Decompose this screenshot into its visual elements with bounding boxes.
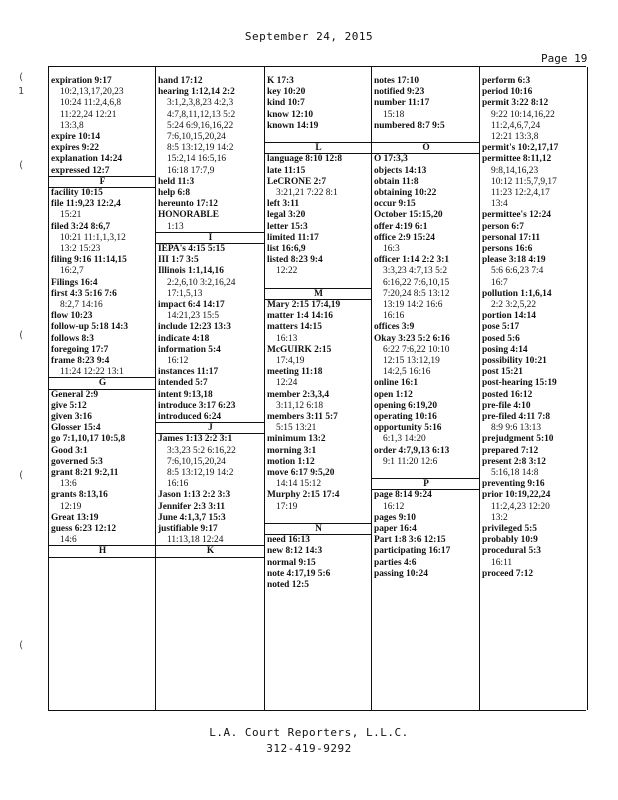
index-entry: pre-file 4:10 (482, 400, 531, 411)
index-column-2 (155, 67, 265, 710)
index-entry: objects 14:13 (374, 165, 427, 176)
index-entry: McGUIRK 2:15 (267, 344, 332, 355)
index-section-letter: J (208, 423, 213, 434)
index-entry: instances 11:17 (158, 367, 219, 378)
margin-mark: ( (18, 330, 25, 341)
index-entry: Jennifer 2:3 3:11 (158, 501, 226, 512)
index-entry: members 3:11 5:7 (267, 412, 338, 422)
index-entry-continuation: 13:2 15:23 (60, 244, 101, 254)
index-entry: known 14:19 (267, 120, 319, 131)
index-entry: impact 6:4 14:17 (158, 300, 225, 310)
index-entry: morning 3:1 (267, 445, 317, 456)
index-grid (48, 66, 586, 711)
margin-mark: ( (18, 72, 25, 83)
index-section-letter: F (99, 176, 106, 187)
index-entry: file 11:9,23 12:2,4 (51, 199, 121, 210)
index-entry: expire 10:14 (51, 132, 101, 142)
index-entry-continuation: 3:11,12 6:18 (276, 400, 324, 411)
index-entry: office 2:9 15:24 (374, 232, 435, 243)
index-entry: hand 17:12 (158, 76, 203, 86)
index-entry: post 15:21 (482, 367, 523, 378)
index-entry-continuation: 5:24 6:9,16,16,22 (167, 120, 234, 131)
index-entry-continuation: 13:4 (491, 199, 508, 210)
index-entry-continuation: 16:18 17:7,9 (167, 165, 215, 176)
index-entry-continuation: 12:21 13:3,8 (491, 132, 539, 142)
index-column-5 (479, 67, 588, 710)
section-divider (265, 153, 372, 154)
index-entry-continuation: 15:2,14 16:5,16 (167, 154, 227, 165)
index-entry-continuation: 8:9 9:6 13:13 (491, 423, 542, 434)
index-entry-continuation: 14:21,23 15:5 (167, 311, 220, 322)
index-entry-continuation: 16:2,7 (60, 266, 84, 277)
section-divider (372, 478, 480, 479)
index-entry: number 11:17 (374, 98, 430, 109)
index-entry: follow-up 5:18 14:3 (51, 322, 129, 333)
section-divider (265, 523, 372, 524)
section-divider (156, 557, 265, 558)
index-entry: occur 9:15 (374, 199, 416, 210)
index-entry: online 16:1 (374, 378, 419, 389)
section-divider (156, 433, 265, 434)
index-entry: note 4:17,19 5:6 (267, 568, 331, 579)
index-entry-continuation: 11:2,4,23 12:20 (491, 501, 550, 512)
index-entry: General 2:9 (51, 389, 99, 400)
index-entry: Part 1:8 3:6 12:15 (374, 535, 446, 546)
index-entry: justifiable 9:17 (158, 524, 218, 534)
index-section-letter: H (98, 546, 107, 557)
section-divider (156, 545, 265, 546)
index-entry: posted 16:12 (482, 389, 533, 400)
index-entry: pages 9:10 (374, 512, 416, 523)
index-entry: officer 1:14 2:2 3:1 (374, 255, 450, 266)
index-entry: O 17:3,3 (374, 154, 408, 165)
index-entry: governed 5:3 (51, 456, 103, 467)
index-entry: preventing 9:16 (482, 479, 545, 490)
index-entry: please 3:18 4:19 (482, 255, 546, 266)
index-entry: hearing 1:12,14 2:2 (158, 87, 235, 98)
index-entry-continuation: 16:3 (383, 244, 400, 254)
index-entry: posed 5:6 (482, 333, 520, 344)
index-section-letter: M (314, 288, 323, 299)
index-entry: language 8:10 12:8 (267, 154, 342, 165)
index-entry: numbered 8:7 9:5 (374, 120, 445, 131)
index-entry-continuation: 11:2,4,6,7,24 (491, 120, 541, 131)
index-entry: foregoing 17:7 (51, 344, 109, 355)
index-entry: member 2:3,3,4 (267, 389, 330, 400)
index-entry-continuation: 12:24 (276, 378, 298, 389)
index-entry: expires 9:22 (51, 143, 99, 154)
index-entry-continuation: 11:23 12:2,4,17 (491, 188, 550, 198)
section-divider (372, 142, 480, 143)
index-entry: matter 1:4 14:16 (267, 311, 333, 322)
index-entry-continuation: 5:16,18 14:8 (491, 468, 539, 478)
index-entry: posing 4:14 (482, 344, 528, 355)
index-entry: K 17:3 (267, 76, 294, 86)
index-entry: persons 16:6 (482, 244, 533, 254)
index-entry-continuation: 9:22 10:14,16,22 (491, 109, 555, 120)
index-entry-continuation: 3:21,21 7:22 8:1 (276, 188, 338, 198)
index-entry-continuation: 17:1,5,13 (167, 288, 203, 299)
index-column-4 (371, 67, 480, 710)
index-entry: Filings 16:4 (51, 277, 98, 288)
index-entry: participating 16:17 (374, 546, 451, 557)
index-entry-continuation: 16:12 (167, 356, 189, 366)
index-entry: probably 10:9 (482, 535, 538, 546)
index-entry: permit 3:22 8:12 (482, 98, 549, 109)
index-entry-continuation: 13:3,8 (60, 120, 84, 131)
index-entry-continuation: 17:19 (276, 501, 298, 512)
index-entry: Mary 2:15 17:4,19 (267, 300, 341, 310)
footer-company: L.A. Court Reporters, L.L.C. (209, 726, 409, 739)
index-entry: June 4:1,3,7 15:3 (158, 512, 226, 523)
index-entry-continuation: 13:6 (60, 479, 77, 490)
index-entry: key 10:20 (267, 87, 306, 98)
index-entry: letter 15:3 (267, 221, 308, 232)
index-entry: motion 1:12 (267, 456, 315, 467)
index-entry: first 4:3 5:16 7:6 (51, 288, 117, 299)
index-entry: frame 8:23 9:4 (51, 356, 110, 366)
index-entry-continuation: 13:19 14:2 16:6 (383, 300, 443, 310)
section-divider (49, 176, 156, 177)
index-entry-continuation: 9:8,14,16,23 (491, 165, 539, 176)
index-entry: prepared 7:12 (482, 445, 539, 456)
index-entry: expiration 9:17 (51, 76, 112, 86)
index-entry: know 12:10 (267, 109, 314, 120)
index-entry: period 10:16 (482, 87, 533, 98)
index-entry: filed 3:24 8:6,7 (51, 221, 111, 232)
index-section-letter: N (315, 524, 322, 534)
index-entry: possibility 10:21 (482, 356, 547, 366)
section-divider (265, 288, 372, 289)
index-entry: normal 9:15 (267, 557, 316, 568)
index-entry: pollution 1:1,6,14 (482, 288, 552, 299)
index-entry: matters 14:15 (267, 322, 322, 333)
section-divider (372, 489, 480, 490)
index-entry: late 11:15 (267, 165, 306, 176)
index-entry: notes 17:10 (374, 76, 420, 86)
index-entry-continuation: 10:24 11:2,4,6,8 (60, 98, 122, 109)
section-divider (156, 232, 265, 233)
index-entry-continuation: 10:2,13,17,20,23 (60, 87, 124, 98)
index-entry: personal 17:11 (482, 232, 541, 243)
index-entry: page 8:14 9:24 (374, 490, 432, 501)
index-entry: need 16:13 (267, 535, 310, 546)
index-entry-continuation: 13:2 (491, 512, 508, 523)
index-entry: noted 12:5 (267, 580, 309, 590)
index-entry: parties 4:6 (374, 557, 417, 568)
index-entry-continuation: 5:6 6:6,23 7:4 (491, 266, 544, 277)
index-entry: go 7:1,10,17 10:5,8 (51, 434, 126, 445)
index-entry-continuation: 8:2,7 14:16 (60, 300, 103, 310)
index-entry: listed 8:23 9:4 (267, 255, 323, 266)
section-divider (49, 389, 156, 390)
index-entry: Murphy 2:15 17:4 (267, 490, 340, 501)
section-divider (156, 243, 265, 244)
section-divider (49, 545, 156, 546)
index-entry: Okay 3:23 5:2 6:16 (374, 333, 450, 344)
index-entry: hereunto 17:12 (158, 199, 218, 210)
index-entry: intent 9:13,18 (158, 389, 213, 400)
index-entry-continuation: 16:11 (491, 557, 513, 568)
index-entry-continuation: 7:6,10,15,20,24 (167, 132, 226, 142)
index-entry: proceed 7:12 (482, 568, 534, 579)
index-entry: passing 10:24 (374, 568, 428, 579)
index-entry: help 6:8 (158, 188, 191, 198)
index-entry: facility 10:15 (51, 188, 103, 198)
index-entry: permit's 10:2,17,17 (482, 143, 559, 154)
index-entry: opportunity 5:16 (374, 423, 442, 434)
index-column-3 (264, 67, 372, 710)
index-entry: introduce 3:17 6:23 (158, 400, 236, 411)
index-entry-continuation: 14:2,5 16:16 (383, 367, 431, 378)
index-entry: grants 8:13,16 (51, 490, 108, 501)
index-entry: post-hearing 15:19 (482, 378, 557, 389)
index-entry-continuation: 3:3,23 5:2 6:16,22 (167, 445, 236, 456)
index-entry: Great 13:19 (51, 512, 99, 523)
index-entry-continuation: 16:12 (383, 501, 405, 512)
section-divider (265, 142, 372, 143)
section-divider (49, 377, 156, 378)
section-divider (49, 557, 156, 558)
index-entry: list 16:6,9 (267, 244, 306, 254)
index-entry-continuation: 8:5 13:12,19 14:2 (167, 468, 234, 478)
index-entry: present 2:8 3:12 (482, 456, 546, 467)
index-entry-continuation: 11:24 12:22 13:1 (60, 367, 124, 378)
margin-mark: ( (18, 160, 25, 171)
index-entry-continuation: 6:22 7:6,22 10:10 (383, 344, 450, 355)
index-entry: IEPA's 4:15 5:15 (158, 244, 226, 254)
index-entry: indicate 4:18 (158, 333, 210, 344)
index-entry: filing 9:16 11:14,15 (51, 255, 127, 266)
index-entry: permittee's 12:24 (482, 210, 551, 221)
index-entry: offices 3:9 (374, 322, 415, 333)
index-entry-continuation: 4:7,8,11,12,13 5:2 (167, 109, 236, 120)
index-entry: pre-filed 4:11 7:8 (482, 412, 551, 422)
index-entry: flow 10:23 (51, 311, 93, 322)
index-entry: opening 6:19,20 (374, 400, 438, 411)
index-entry-continuation: 8:5 13:12,19 14:2 (167, 143, 234, 154)
index-entry-continuation: 12:22 (276, 266, 298, 277)
index-entry: minimum 13:2 (267, 434, 326, 445)
index-entry-continuation: 15:18 (383, 109, 405, 120)
index-entry: pose 5:17 (482, 322, 520, 333)
page-number: Page 19 (541, 52, 588, 65)
index-entry: grant 8:21 9:2,11 (51, 468, 119, 478)
index-entry: operating 10:16 (374, 412, 437, 422)
index-entry: Jason 1:13 2:2 3:3 (158, 490, 231, 501)
index-entry: notified 9:23 (374, 87, 425, 98)
index-entry: guess 6:23 12:12 (51, 524, 117, 534)
index-entry: held 11:3 (158, 176, 195, 187)
index-entry: paper 16:4 (374, 524, 417, 534)
index-entry: HONORABLE (158, 210, 219, 221)
index-entry: left 3:11 (267, 199, 300, 210)
index-entry: perform 6:3 (482, 76, 531, 86)
index-entry: given 3:16 (51, 412, 92, 422)
index-entry: Illinois 1:1,14,16 (158, 266, 224, 277)
index-entry: expressed 12:7 (51, 165, 110, 176)
index-entry: order 4:7,9,13 6:13 (374, 445, 450, 456)
index-entry-continuation: 11:22,24 12:21 (60, 109, 117, 120)
index-entry: move 6:17 9:5,20 (267, 468, 335, 478)
index-entry: III 1:7 3:5 (158, 255, 199, 266)
section-divider (49, 187, 156, 188)
index-entry: offer 4:19 6:1 (374, 221, 428, 232)
index-entry-continuation: 16:16 (383, 311, 405, 322)
index-section-letter: I (208, 232, 213, 243)
index-entry-continuation: 10:21 11:1,1,3,12 (60, 232, 126, 243)
index-entry: prior 10:19,22,24 (482, 490, 551, 501)
index-entry-continuation: 17:4,19 (276, 356, 305, 366)
index-entry-continuation: 7:20,24 8:5 13:12 (383, 288, 450, 299)
index-entry-continuation: 16:13 (276, 333, 298, 344)
index-entry-continuation: 10:12 11:5,7,9,17 (491, 176, 557, 187)
index-entry: privileged 5:5 (482, 524, 537, 534)
index-entry: prejudgment 5:10 (482, 434, 554, 445)
section-divider (265, 299, 372, 300)
index-section-letter: G (98, 378, 107, 389)
index-entry-continuation: 12:15 13:12,19 (383, 356, 440, 366)
index-entry-continuation: 16:16 (167, 479, 189, 490)
index-entry: procedural 5:3 (482, 546, 541, 557)
index-section-letter: O (422, 143, 430, 154)
index-entry-continuation: 11:13,18 12:24 (167, 535, 224, 546)
index-entry-continuation: 3:3,23 4:7,13 5:2 (383, 266, 448, 277)
section-divider (372, 153, 480, 154)
index-entry: obtain 11:8 (374, 176, 419, 187)
section-divider (265, 534, 372, 535)
index-entry: explanation 14:24 (51, 154, 123, 165)
margin-mark: ( (18, 470, 25, 481)
index-entry: October 15:15,20 (374, 210, 443, 221)
index-entry: Glosser 15:4 (51, 423, 101, 434)
index-section-letter: P (423, 479, 429, 490)
index-entry: limited 11:17 (267, 232, 319, 243)
index-entry: permittee 8:11,12 (482, 154, 552, 165)
margin-mark: 1 (18, 86, 25, 97)
index-entry-continuation: 15:21 (60, 210, 82, 221)
index-entry-continuation: 2:2 3:2,5,22 (491, 300, 537, 310)
index-entry-continuation: 9:1 11:20 12:6 (383, 456, 438, 467)
index-entry: legal 3:20 (267, 210, 306, 221)
index-entry: introduced 6:24 (158, 412, 222, 422)
index-entry-continuation: 6:1,3 14:20 (383, 434, 426, 445)
index-entry: follows 8:3 (51, 333, 94, 344)
index-entry: meeting 11:18 (267, 367, 323, 378)
index-entry-continuation: 14:6 (60, 535, 77, 546)
index-entry: information 5:4 (158, 344, 221, 355)
index-entry: obtaining 10:22 (374, 188, 437, 198)
index-entry: portion 14:14 (482, 311, 536, 322)
index-entry-continuation: 3:1,2,3,8,23 4:2,3 (167, 98, 234, 109)
index-entry: James 1:13 2:2 3:1 (158, 434, 233, 445)
index-entry: new 8:12 14:3 (267, 546, 323, 557)
footer-phone: 312-419-9292 (266, 742, 352, 755)
index-entry: kind 10:7 (267, 98, 305, 109)
index-section-letter: K (206, 546, 215, 557)
index-entry: give 5:12 (51, 400, 87, 411)
index-entry-continuation: 5:15 13:21 (276, 423, 317, 434)
index-entry: Good 3:1 (51, 445, 88, 456)
index-entry-continuation: 6:16,22 7:6,10,15 (383, 277, 450, 288)
page-date: September 24, 2015 (244, 30, 374, 43)
index-entry: LeCRONE 2:7 (267, 176, 327, 187)
index-entry: person 6:7 (482, 221, 524, 232)
index-section-letter: L (315, 143, 322, 154)
index-entry: include 12:23 13:3 (158, 322, 231, 333)
index-entry: open 1:12 (374, 389, 413, 400)
index-entry-continuation: 7:6,10,15,20,24 (167, 456, 226, 467)
index-entry-continuation: 14:14 15:12 (276, 479, 322, 490)
margin-mark: ( (18, 640, 25, 651)
index-entry-continuation: 1:13 (167, 221, 184, 232)
index-entry-continuation: 2:2,6,10 3:2,16,24 (167, 277, 236, 288)
index-entry-continuation: 16:7 (491, 277, 508, 288)
index-entry-continuation: 12:19 (60, 501, 82, 512)
index-entry: intended 5:7 (158, 378, 208, 389)
index-column-1 (48, 67, 156, 710)
section-divider (156, 422, 265, 423)
